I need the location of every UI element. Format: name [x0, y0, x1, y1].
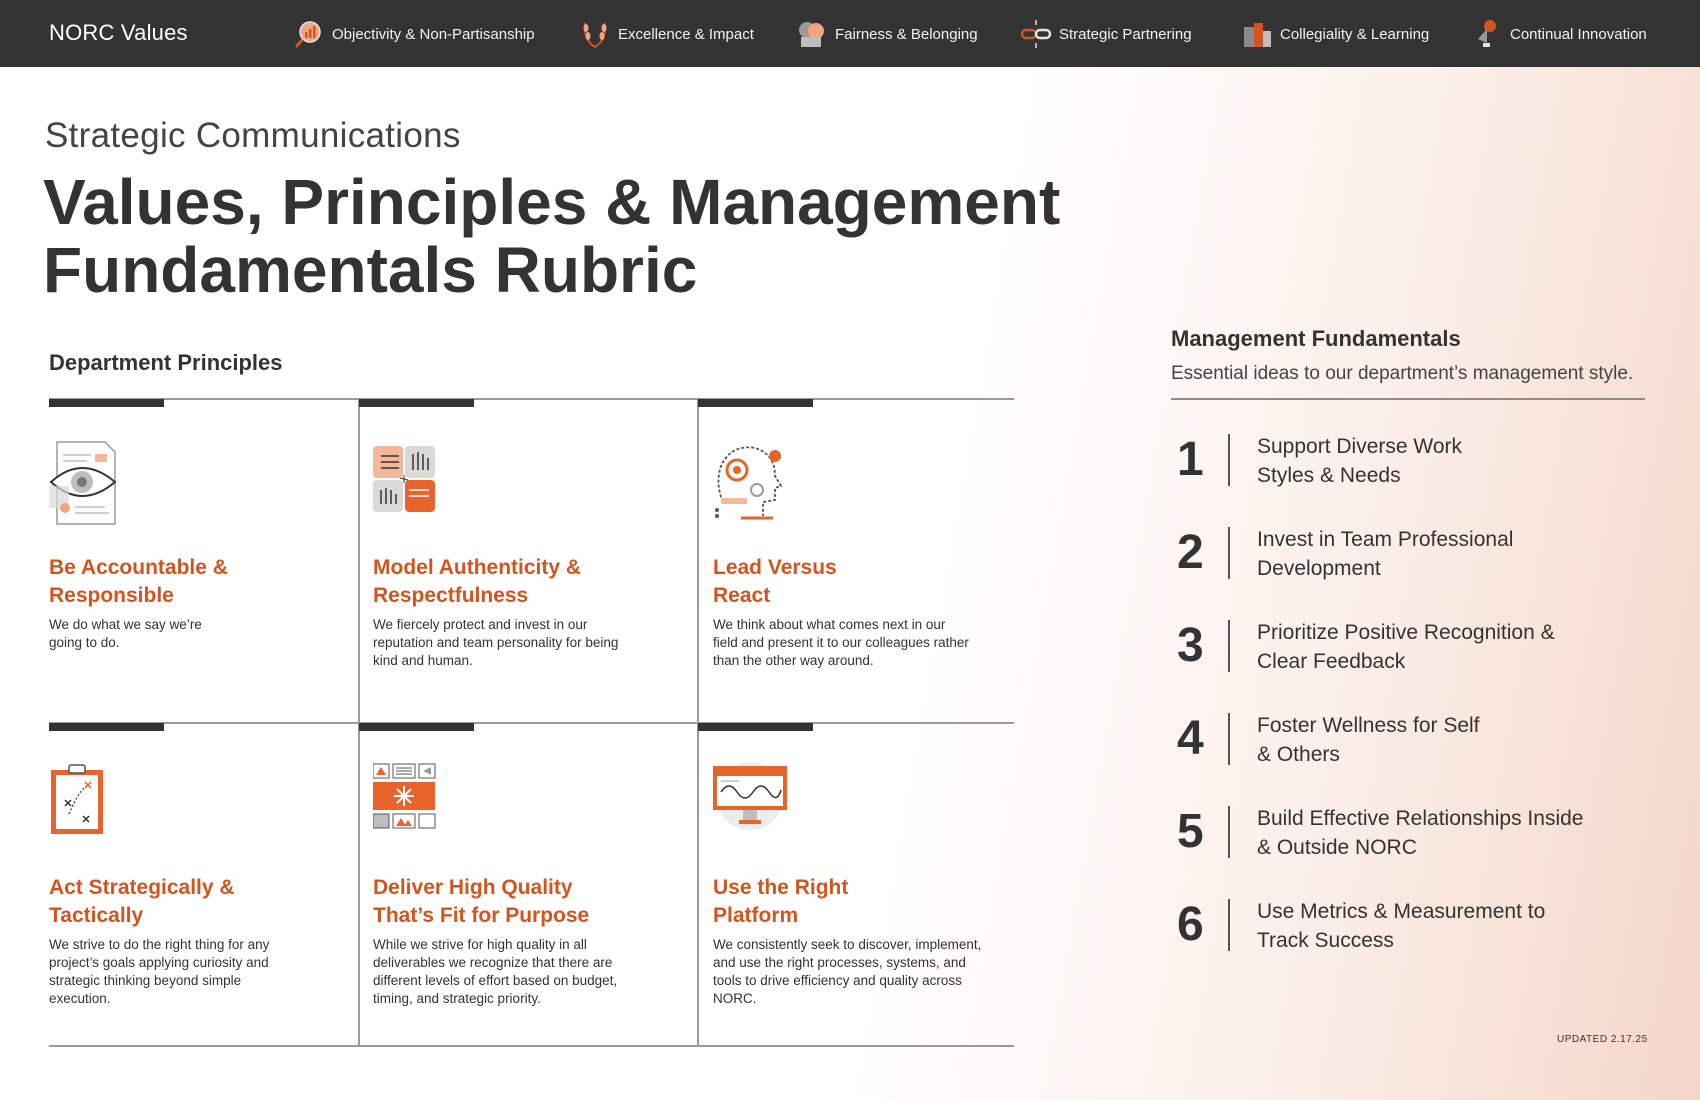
head-gear-icon: [713, 440, 787, 528]
principle-text: We consistently seek to discover, implement, and use the right processes, systems, and tools to drive efficiency and quality across NORC.: [713, 937, 982, 1006]
fundamental-item: [1171, 895, 1651, 955]
page-title: Values, Principles & Management Fundamentals Rubric: [43, 166, 1061, 306]
fundamental-number: 1: [1177, 433, 1204, 486]
nav-item-collegiality[interactable]: [1240, 14, 1429, 54]
values-nav-bar: [0, 0, 1700, 67]
nav-item-excellence[interactable]: [578, 14, 754, 54]
management-title: Management Fundamentals: [1171, 326, 1461, 351]
fundamental-number: 4: [1177, 712, 1204, 765]
fundamental-number: 6: [1177, 898, 1204, 951]
management-divider: [1171, 398, 1645, 400]
card-tab: [359, 399, 474, 407]
hands-icon: [373, 440, 447, 528]
principle-card: [373, 440, 643, 670]
layout-grid-icon: [373, 760, 447, 848]
chain-link-icon: [1019, 17, 1053, 51]
principle-text: We do what we say we’re going to do.: [49, 617, 202, 650]
brand-title[interactable]: NORC Values: [49, 20, 188, 45]
principle-text: We fiercely protect and invest in our reputation and team personality for being kind and human.: [373, 617, 619, 668]
principle-card: [713, 440, 983, 670]
card-tab: [698, 723, 813, 731]
fundamental-separator: [1228, 620, 1230, 672]
fundamental-item: [1171, 523, 1651, 583]
fundamental-separator: [1228, 434, 1230, 486]
principle-title: Lead Versus React: [713, 556, 837, 607]
grid-divider: [49, 398, 1014, 400]
principle-title: Act Strategically & Tactically: [49, 876, 235, 927]
magnifier-chart-icon: [292, 17, 326, 51]
nav-item-label: Objectivity & Non-Partisanship: [332, 25, 535, 43]
fundamental-number: 3: [1177, 619, 1204, 672]
fundamental-text: Foster Wellness for Self & Others: [1257, 714, 1480, 766]
fundamental-text: Support Diverse Work Styles & Needs: [1257, 435, 1463, 487]
principle-card: [49, 440, 309, 652]
principle-title: Model Authenticity & Respectfulness: [373, 556, 582, 607]
nav-item-objectivity[interactable]: [292, 14, 535, 54]
nav-item-label: Strategic Partnering: [1059, 25, 1192, 43]
card-tab: [359, 723, 474, 731]
grid-divider: [49, 722, 1014, 724]
fundamental-text: Build Effective Relationships Inside & Outside NORC: [1257, 807, 1584, 859]
principle-text: We think about what comes next in our field and present it to our colleagues rather than the other way around.: [713, 617, 969, 668]
nav-item-label: Excellence & Impact: [618, 25, 754, 43]
lightbulb-icon: [1470, 17, 1504, 51]
nav-item-label: Fairness & Belonging: [835, 25, 978, 43]
principle-card: [713, 760, 988, 1008]
fundamental-number: 2: [1177, 526, 1204, 579]
principles-grid: [49, 398, 1014, 1047]
fundamental-separator: [1228, 899, 1230, 951]
page-subtitle: Strategic Communications: [45, 116, 461, 155]
fundamental-item: [1171, 616, 1651, 676]
card-tab: [49, 399, 164, 407]
clipboard-play-icon: [49, 760, 123, 848]
nav-item-innovation[interactable]: [1470, 14, 1647, 54]
laurel-icon: [578, 17, 612, 51]
nav-item-partnering[interactable]: [1019, 14, 1192, 54]
principle-card: [373, 760, 653, 1008]
nav-item-label: Continual Innovation: [1510, 25, 1647, 43]
fundamental-text: Invest in Team Professional Development: [1257, 528, 1514, 580]
eye-document-icon: [49, 440, 123, 528]
fundamental-item: [1171, 802, 1651, 862]
principle-text: We strive to do the right thing for any project’s goals applying curiosity and strategic thinking beyond simple execution.: [49, 937, 270, 1006]
principle-text: While we strive for high quality in all deliverables we recognize that there are different levels of effort based on budget, timing, and strategic priority.: [373, 937, 618, 1006]
card-tab: [49, 723, 164, 731]
fundamental-item: [1171, 430, 1651, 490]
fundamental-text: Use Metrics & Measurement to Track Success: [1257, 900, 1546, 952]
principle-card: [49, 760, 309, 1008]
card-tab: [698, 399, 813, 407]
management-subtitle: Essential ideas to our department’s management style.: [1171, 363, 1634, 384]
fundamental-separator: [1228, 527, 1230, 579]
principle-title: Deliver High Quality That’s Fit for Purpose: [373, 876, 590, 927]
principles-heading: Department Principles: [49, 350, 283, 375]
monitor-icon: [713, 760, 787, 848]
fundamental-text: Prioritize Positive Recognition & Clear Feedback: [1257, 621, 1555, 673]
fundamental-number: 5: [1177, 805, 1204, 858]
nav-item-label: Collegiality & Learning: [1280, 25, 1430, 43]
updated-date: UPDATED 2.17.25: [1557, 1034, 1648, 1045]
principle-title: Use the Right Platform: [713, 876, 849, 927]
buildings-icon: [1240, 17, 1274, 51]
fundamental-separator: [1228, 713, 1230, 765]
grid-divider: [49, 1045, 1014, 1047]
fundamental-item: [1171, 709, 1651, 769]
nav-item-fairness[interactable]: [795, 14, 978, 54]
fundamental-separator: [1228, 806, 1230, 858]
heads-icon: [795, 17, 829, 51]
principle-title: Be Accountable & Responsible: [49, 556, 228, 607]
